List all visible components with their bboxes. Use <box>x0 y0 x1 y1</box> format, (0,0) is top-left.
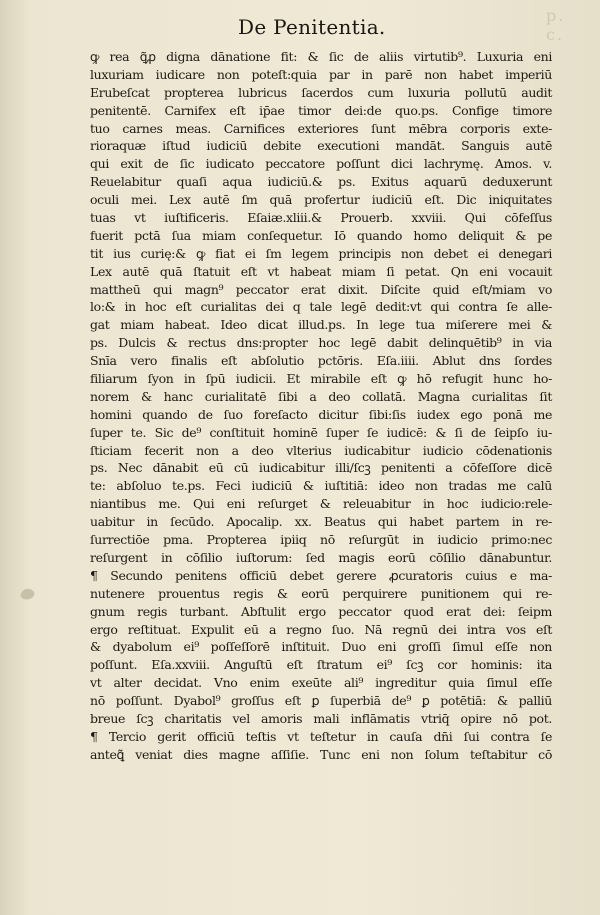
text-line: oculi mei. Lex autē ſm quā profertur iudiciū eſt. Dic iniquitates <box>90 192 552 208</box>
text-line: ſurrectiōe pma. Propterea ipiiq nō reſurgūt in iudicio primo:nec <box>90 532 552 548</box>
text-line: mattheū qui magn⁹ peccator erat dixit. Diſcite quid eſt/miam vo <box>90 281 552 297</box>
text-line: rioraquæ iſtud iudiciū debite executioni mandāt. Sanguis autē <box>90 138 552 154</box>
text-line: lo:& in hoc eſt curialitas dei q tale legē dedit:vt qui contra ſe alle- <box>90 299 552 315</box>
text-line: Snīa vero finalis eſt abſolutio pctōris. Eſa.iiii. Ablut dns ſordes <box>90 353 552 369</box>
text-line: filiarum ſyon in ſpū iudicii. Et mirabile eſt ꝙ hō refugit hunc ho- <box>90 371 552 387</box>
text-line: breue ſcꝫ charitatis vel amoris mali inflāmatis vtriq̄ opire nō pot. <box>90 710 552 726</box>
text-line: anteꝗ̃ veniat dies magne aſſiſie. Tunc eni non ſolum teſtabitur cō <box>90 746 552 762</box>
text-line: vt alter decidat. Vno enim exeūte ali⁹ ingreditur quia ſimul eſſe <box>90 675 552 691</box>
running-head: De Penitentia. <box>238 15 386 39</box>
text-line: & dyabolum ei⁹ poſſeſſorē inſtituit. Duo eni groſſi ſimul eſſe non <box>90 639 552 655</box>
text-line: fuerit pctā ſua miam conſequetur. Iō quando homo deliquit & pe <box>90 227 552 243</box>
text-line: Reuelabitur quaſi aqua iudiciū.& ps. Exitus aquarū deduxerunt <box>90 174 552 190</box>
text-line: ¶ Tercio gerit officiū teſtis vt teſtetur in cauſa dn̄i ſui contra ſe <box>90 728 552 744</box>
text-line: Lex autē quā ſtatuit eſt vt habeat miam ſi petat. Qn eni vocauit <box>90 263 552 279</box>
text-line: nō poſſunt. Dyabol⁹ groſſus eſt ꝑ ſuperbiā de⁹ ꝑ potētiā: & palliū <box>90 693 552 709</box>
show-through-mark: p. c. <box>546 6 566 44</box>
text-line: qui exit de ſic iudicato peccatore poſſunt dici lachrymę. Amos. v. <box>90 156 552 172</box>
text-line: Erubeſcat propterea lubricus ſacerdos cum luxuria pollutū audit <box>90 84 552 100</box>
text-line: ſticiam fecerit non a deo vlterius iudicabitur iudicio cōdenationis <box>90 442 552 458</box>
text-line: homini quando de ſuo foreſacto dicitur ſibi:ſis iudex ego ponā me <box>90 406 552 422</box>
text-line: poſſunt. Eſa.xxviii. Anguſtū eſt ſtratum ei⁹ ſcꝫ cor hominis: ita <box>90 657 552 673</box>
text-line: tuo carnes meas. Carnifices exteriores ſunt mēbra corporis exte- <box>90 120 552 136</box>
text-line: reſurgent in cōſilio iuſtorum: ſed magis eorū cōſilio dānabuntur. <box>90 549 552 565</box>
text-line: ergo reſtituat. Expulit eū a regno ſuo. Nā regnū dei intra vos eſt <box>90 621 552 637</box>
text-line: penitentē. Carnifex eſt ip̄ae timor dei:de quo.ps. Confige timore <box>90 102 552 118</box>
text-line: gat miam habeat. Ideo dicat illud.ps. In lege tua miſerere mei & <box>90 317 552 333</box>
text-line: luxuriam iudicare non poteſt:quia par in parē non habet imperiū <box>90 66 552 82</box>
text-line: gnum regis turbant. Abſtulit ergo peccator quod erat dei: ſeipm <box>90 603 552 619</box>
text-line: norem & hanc curialitatē ſibi a deo collatā. Magna curialitas ſit <box>90 388 552 404</box>
body-text-column <box>90 48 552 764</box>
text-line: tuas vt iuſtificeris. Eſaiæ.xliii.& Prouerb. xxviii. Qui cōfeſſus <box>90 210 552 226</box>
text-line: tit ius curię:& ꝙ fiat ei ſm legem principis non debet ei denegari <box>90 245 552 261</box>
paper-blemish-icon <box>18 585 38 603</box>
text-line: ſuper te. Sic de⁹ conſtituit hominē ſuper ſe iudicē: & ſi de ſeipſo iu- <box>90 424 552 440</box>
text-line: ¶ Secundo penitens officiū debet gerere ꝓcuratoris cuius e ma- <box>90 567 552 583</box>
text-line: ps. Nec dānabit eū cū iudicabitur illi/ſcꝫ penitenti a cōfeſſore dicē <box>90 460 552 476</box>
text-line: nutenere prouentus regis & eorū perquirere punitionem qui re- <box>90 585 552 601</box>
text-line: te: abſoluo te.ps. Feci iudiciū & iuſtitiā: ideo non tradas me calū <box>90 478 552 494</box>
text-line: ps. Dulcis & rectus dns:propter hoc legē dabit delinquētib⁹ in via <box>90 335 552 351</box>
text-line: ꝙ rea ꝗ̃ꝓ digna dānatione fit: & ſic de aliis virtutib⁹. Luxuria eni <box>90 49 552 64</box>
text-line: uabitur in ſecūdo. Apocalip. xx. Beatus qui habet partem in re- <box>90 514 552 530</box>
text-line: niantibus me. Qui eni reſurget & releuabitur in hoc iudicio:rele- <box>90 496 552 512</box>
